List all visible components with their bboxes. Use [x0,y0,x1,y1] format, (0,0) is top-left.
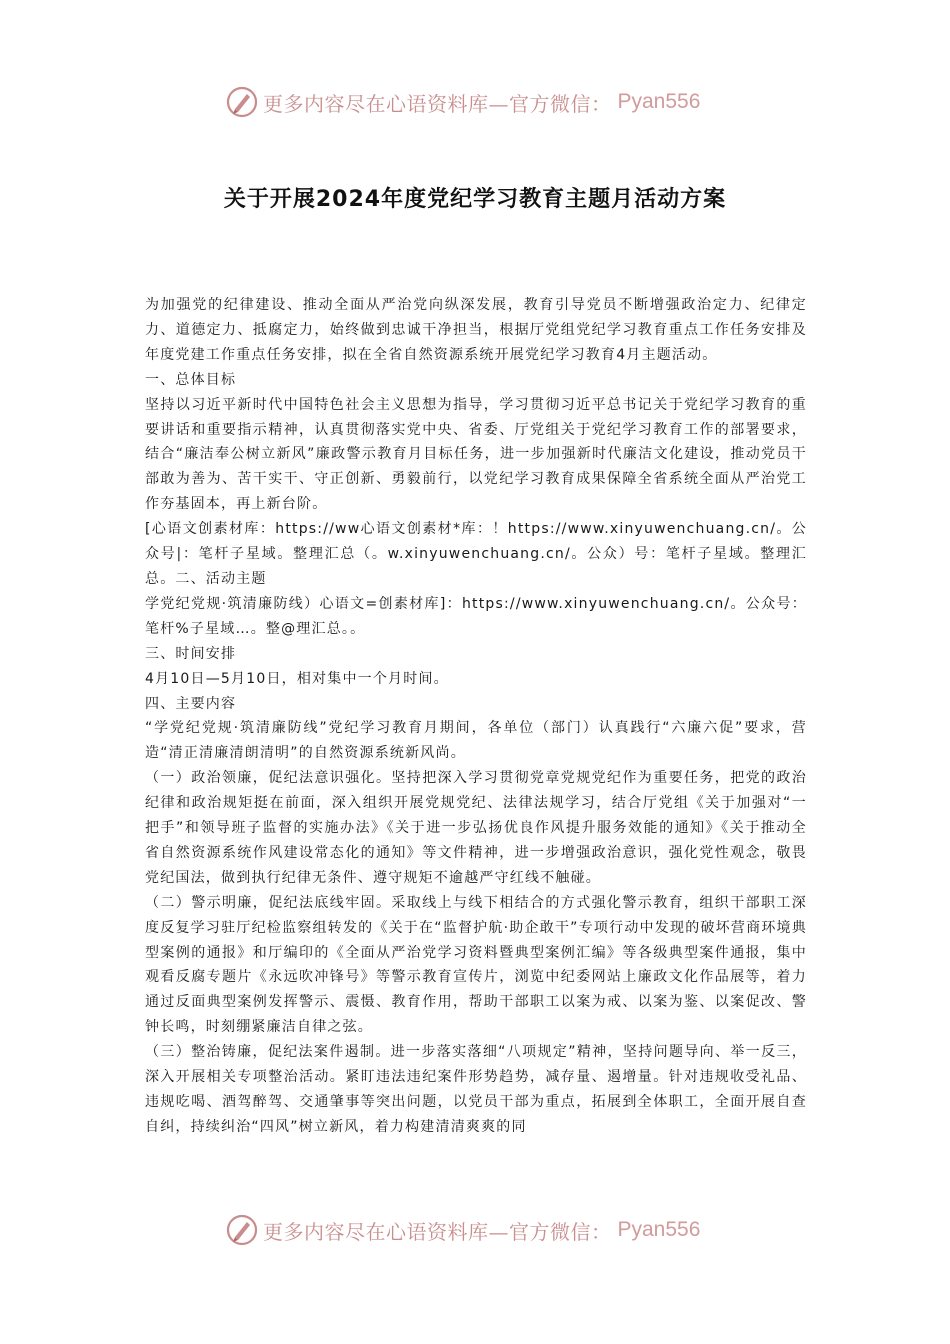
section-heading: 四、主要内容 [145,695,237,712]
paragraph: 为加强党的纪律建设、推动全面从严治党向纵深发展，教育引导党员不断增强政治定力、纪律定力、道德定力、抵腐定力，始终做到忠诚干净担当，根据厅党组党纪学习教育重点工作任务安排及年度党建工作重点任务安排，拟在全省自然资源系统开展党纪学习教育4月主题活动。 [145,297,807,363]
paragraph: （三）整治铸廉，促纪法案件遏制。进一步落实落细“八项规定”精神，坚持问题导向、举一反三，深入开展相关专项整治活动。紧盯违法违纪案件形势趋势，减存量、遏增量。针对违规收受礼品、违规吃喝、酒驾醉驾、交通肇事等突出问题，以党员干部为重点，拓展到全体职工，全面开展自查自纠，持续纠治“四风”树立新风，着力构建清清爽爽的同 [145,1044,807,1135]
watermark-text: 更多内容尽在心语资料库—官方微信： [263,1219,612,1244]
pen-logo-icon [225,85,259,119]
watermark-footer [225,1210,725,1250]
watermark-header [225,82,725,122]
paragraph: 坚持以习近平新时代中国特色社会主义思想为指导，学习贯彻习近平总书记关于党纪学习教育的重要讲话和重要指示精神，认真贯彻落实党中央、省委、厅党组关于党纪学习教育工作的部署要求，结合“廉洁奉公树立新风”廉政警示教育月目标任务，进一步加强新时代廉洁文化建设，推动党员干部敢为善为、苦干实干、守正创新、勇毅前行，以党纪学习教育成果保障全省系统全面从严治党工作夯基固本，再上新台阶。 [145,396,807,513]
watermark-wechat-id: Pyan556 [617,1218,701,1241]
paragraph: （二）警示明廉，促纪法底线牢固。采取线上与线下相结合的方式强化警示教育，组织干部职工深度反复学习驻厅纪检监察组转发的《关于在“监督护航·助企敢干”专项行动中发现的破坏营商环境典型案例的通报》和厅编印的《全面从严治党学习资料暨典型案例汇编》等各级典型案件通报，集中观看反腐专题片《永远吹冲锋号》等警示教育宣传片，浏览中纪委网站上廉政文化作品展等，着力通过反面典型案例发挥警示、震慑、教育作用，帮助干部职工以案为戒、以案为鉴、以案促改、警钟长鸣，时刻绷紧廉洁自律之弦。 [145,894,807,1036]
paragraph: 学党纪党规·筑清廉防线）心语文=创素材库]：https://www.xinyuwenchuang.cn/。公众号：笔杆%子星域…。整@理汇总。。 [145,595,807,637]
paragraph: 4月10日—5月10日，相对集中一个月时间。 [145,670,449,687]
watermark-text: 更多内容尽在心语资料库—官方微信： [263,91,612,116]
section-heading: 三、时间安排 [145,645,237,662]
paragraph: “学党纪党规·筑清廉防线”党纪学习教育月期间，各单位（部门）认真践行“六廉六促”要求，营造“清正清廉清朗清明”的自然资源系统新风尚。 [145,720,807,762]
document-body [145,293,807,1140]
pen-logo-icon [225,1213,259,1247]
section-heading: 一、总体目标 [145,371,237,388]
paragraph: [心语文创素材库：https://ww心语文创素材*库：！https://www.xinyuwenchuang.cn/。公众号|：笔杆子星域。整理汇总（。w.xinyuwenchuang.cn/。公众）号：笔杆子星域。整理汇总。二、活动主题 [145,521,807,587]
document-title: 关于开展2024年度党纪学习教育主题月活动方案 [223,187,727,212]
paragraph: （一）政治领廉，促纪法意识强化。坚持把深入学习贯彻党章党规党纪作为重要任务，把党的政治纪律和政治规矩挺在前面，深入组织开展党规党纪、法律法规学习，结合厅党组《关于加强对“一把手”和领导班子监督的实施办法》《关于进一步弘扬优良作风提升服务效能的通知》《关于推动全省自然资源系统作风建设常态化的通知》等文件精神，进一步增强政治意识，强化党性观念，敬畏党纪国法，做到执行纪律无条件、遵守规矩不逾越严守红线不触碰。 [145,770,807,886]
watermark-wechat-id: Pyan556 [617,90,701,113]
